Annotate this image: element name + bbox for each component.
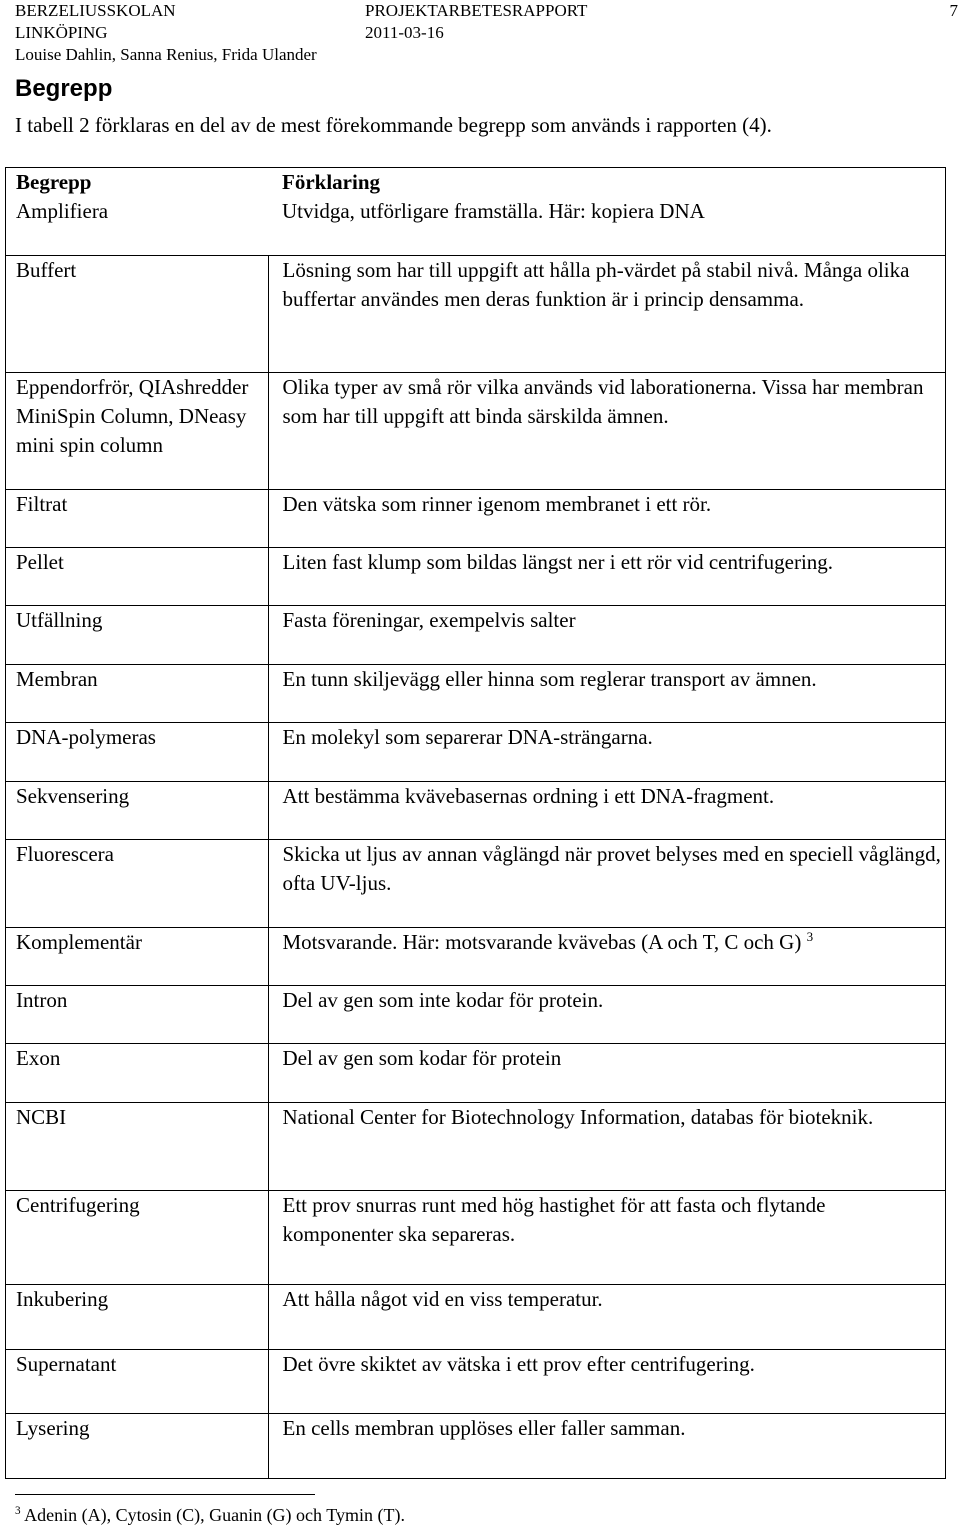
- footnote-ref: 3: [806, 928, 814, 944]
- term-cell: Sekvensering: [6, 781, 269, 839]
- term-cell: Supernatant: [6, 1349, 269, 1413]
- column-header-explanation: Förklaring: [268, 168, 946, 198]
- terms-table: [5, 167, 946, 1479]
- section-intro: I tabell 2 förklaras en del av de mest förekommande begrepp som används i rapporten (4).: [15, 113, 772, 137]
- term-cell: Filtrat: [6, 489, 269, 547]
- explanation-cell: Ett prov snurras runt med hög hastighet för att fasta och flytande komponenter ska separeras.: [268, 1190, 946, 1284]
- explanation-cell: Fasta föreningar, exempelvis salter: [268, 605, 946, 664]
- report-date: 2011-03-16: [365, 23, 444, 42]
- table-row: [6, 1413, 946, 1478]
- explanation-cell: Del av gen som inte kodar för protein.: [268, 985, 946, 1043]
- authors: Louise Dahlin, Sanna Renius, Frida Ulander: [15, 45, 317, 64]
- explanation-cell: Att bestämma kvävebasernas ordning i ett DNA-fragment.: [268, 781, 946, 839]
- table-row: [6, 1190, 946, 1284]
- term-cell: Centrifugering: [6, 1190, 269, 1284]
- table-row: [6, 927, 946, 985]
- explanation-cell: Skicka ut ljus av annan våglängd när provet belyses med en speciell våglängd, ofta UV-ljus.: [268, 839, 946, 927]
- term-cell: Utfällning: [6, 605, 269, 664]
- column-header-term: Begrepp: [6, 168, 269, 198]
- term-cell: NCBI: [6, 1102, 269, 1190]
- explanation-cell: En cells membran upplöses eller faller samman.: [268, 1413, 946, 1478]
- table-row: [6, 1349, 946, 1413]
- footnote-text: Adenin (A), Cytosin (C), Guanin (G) och Tymin (T).: [24, 1505, 405, 1525]
- explanation-cell: Del av gen som kodar för protein: [268, 1043, 946, 1102]
- explanation-cell: Att hålla något vid en viss temperatur.: [268, 1284, 946, 1349]
- term-cell: Membran: [6, 664, 269, 722]
- section-heading: Begrepp: [15, 75, 113, 102]
- explanation-cell: Utvidga, utförligare framställa. Här: kopiera DNA: [268, 197, 946, 255]
- footnote-number: 3: [15, 1505, 21, 1517]
- explanation-cell: Olika typer av små rör vilka används vid laborationerna. Vissa har membran som har till uppgift att binda särskilda ämnen.: [268, 372, 946, 489]
- page-header: [15, 0, 960, 66]
- table-header-row: [6, 168, 946, 198]
- term-cell: Eppendorfrör, QIAshredder MiniSpin Column, DNeasy mini spin column: [6, 372, 269, 489]
- explanation-cell: Det övre skiktet av vätska i ett prov efter centrifugering.: [268, 1349, 946, 1413]
- term-cell: Pellet: [6, 547, 269, 605]
- table-row: [6, 547, 946, 605]
- table-row: [6, 197, 946, 255]
- explanation-cell: Den vätska som rinner igenom membranet i ett rör.: [268, 489, 946, 547]
- table-row: [6, 255, 946, 372]
- term-cell: Amplifiera: [6, 197, 269, 255]
- explanation-cell: National Center for Biotechnology Information, databas för bioteknik.: [268, 1102, 946, 1190]
- explanation-cell: Lösning som har till uppgift att hålla ph-värdet på stabil nivå. Många olika buffertar användes men deras funktion är i princip densamma.: [268, 255, 946, 372]
- table-row: [6, 839, 946, 927]
- table-row: [6, 489, 946, 547]
- table-row: [6, 1043, 946, 1102]
- term-cell: DNA-polymeras: [6, 722, 269, 781]
- term-cell: Exon: [6, 1043, 269, 1102]
- city-name: LINKÖPING: [15, 23, 108, 42]
- table-row: [6, 1102, 946, 1190]
- table-row: [6, 372, 946, 489]
- table-row: [6, 722, 946, 781]
- term-cell: Intron: [6, 985, 269, 1043]
- table-row: [6, 664, 946, 722]
- table-row: [6, 605, 946, 664]
- term-cell: Komplementär: [6, 927, 269, 985]
- page-number: 7: [949, 1, 958, 20]
- explanation-cell: En molekyl som separerar DNA-strängarna.: [268, 722, 946, 781]
- footnote-separator: [15, 1494, 315, 1495]
- report-type: PROJEKTARBETESRAPPORT: [365, 1, 588, 20]
- term-cell: Lysering: [6, 1413, 269, 1478]
- explanation-cell: [268, 927, 946, 985]
- footnote: [15, 1503, 405, 1527]
- explanation-text: Motsvarande. Här: motsvarande kvävebas (A och T, C och G): [282, 929, 802, 954]
- term-cell: Buffert: [6, 255, 269, 372]
- explanation-cell: Liten fast klump som bildas längst ner i ett rör vid centrifugering.: [268, 547, 946, 605]
- table-row: [6, 985, 946, 1043]
- explanation-cell: En tunn skiljevägg eller hinna som reglerar transport av ämnen.: [268, 664, 946, 722]
- term-cell: Fluorescera: [6, 839, 269, 927]
- table-row: [6, 1284, 946, 1349]
- table-row: [6, 781, 946, 839]
- school-name: BERZELIUSSKOLAN: [15, 1, 176, 20]
- term-cell: Inkubering: [6, 1284, 269, 1349]
